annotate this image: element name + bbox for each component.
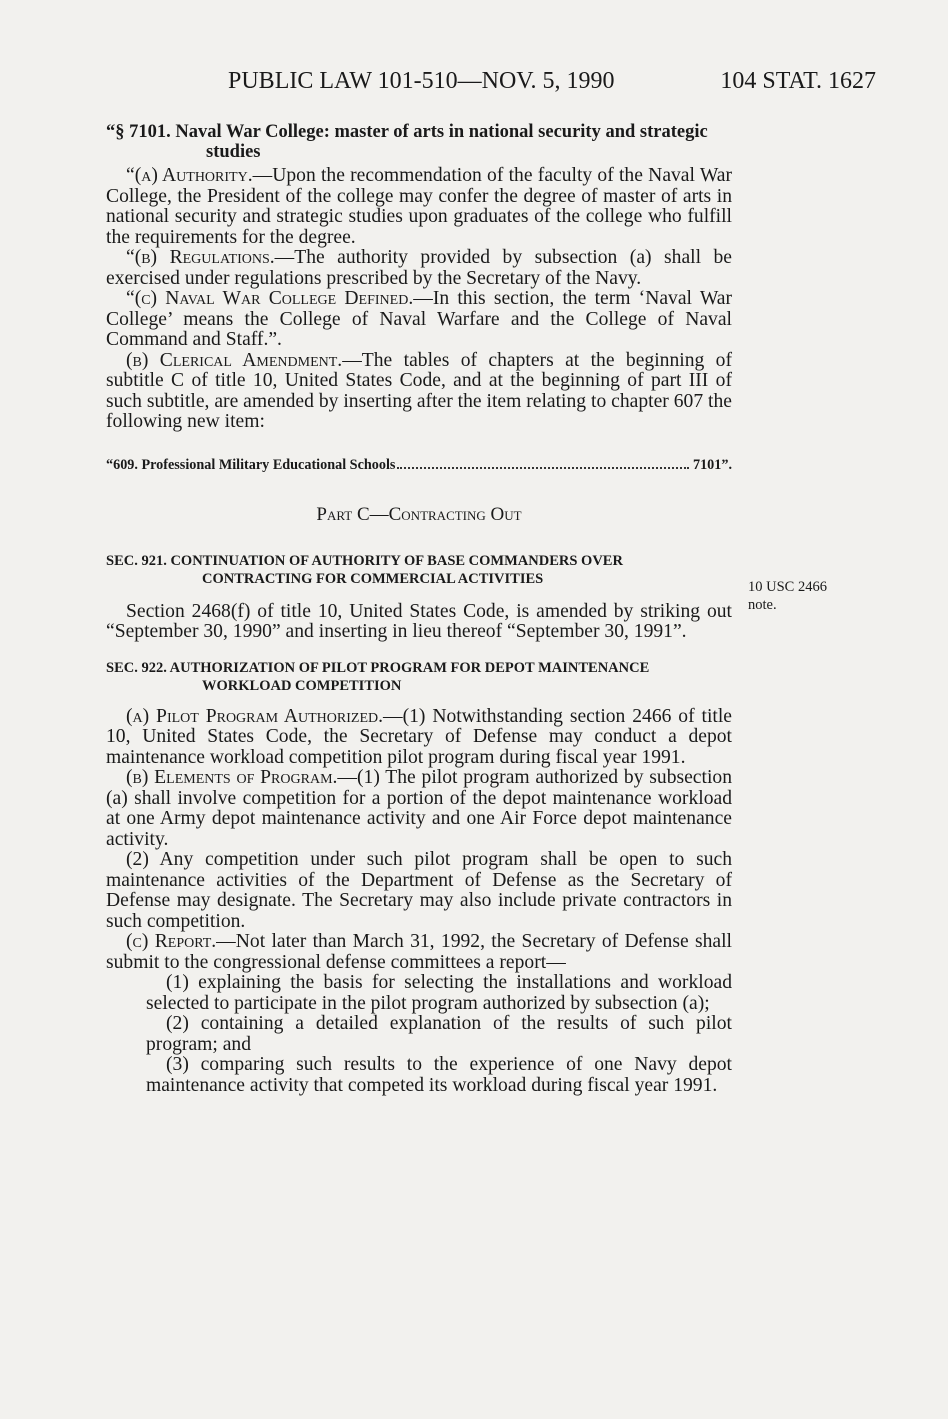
text-report: —Not later than March 31, 1992, the Secretary of Defense shall submit to the congressional defense committees a report— [106, 931, 732, 973]
paragraph-7101-c [106, 289, 732, 351]
label-naval-war-college-defined: “(c) Naval War College Defined. [126, 288, 414, 309]
text-pilot-program-authorized: —(1) Notwithstanding section 2466 of title 10, United States Code, the Secretary of Defense may conduct a depot maintenance workload competition pilot program during fiscal year 1991. [106, 705, 732, 768]
section-7101-title: “§ 7101. Naval War College: master of arts in national security and strategic studies [106, 122, 708, 162]
sec-921-heading: SEC. 921. CONTINUATION OF AUTHORITY OF BASE COMMANDERS OVER CONTRACTING FOR COMMERCIAL ACTIVITIES [106, 552, 623, 587]
label-authority: “(a) Authority. [126, 165, 253, 186]
text-elements-of-program: —(1) The pilot program authorized by subsection (a) shall involve competition for a portion of the depot maintenance workload at one Army depot maintenance activity and one Air Force depot maintenance activity. [106, 767, 732, 850]
paragraph-922-b2: (2) Any competition under such pilot program shall be open to such maintenance activities of the Department of Defense as the Secretary of Defense may designate. The Secretary may also include private contractors in such competition. [106, 849, 732, 932]
toc-item-title: “609. Professional Military Educational Schools [106, 456, 396, 473]
text-naval-war-college-defined: —In this section, the term ‘Naval War College’ means the College of Naval Warfare and the College of Naval Command and Staff.”. [106, 288, 732, 350]
page-header [228, 68, 876, 95]
margin-note-line-2: note. [748, 597, 777, 613]
margin-note-line-1: 10 USC 2466 [748, 579, 827, 595]
part-c-heading: Part C—Contracting Out [316, 504, 522, 525]
header-stat-page: 104 STAT. 1627 [720, 68, 876, 94]
label-elements-of-program: (b) Elements of Program. [126, 767, 338, 788]
report-item-3: (3) comparing such results to the experience of one Navy depot maintenance activity that competed its workload during fiscal year 1991. [146, 1054, 732, 1096]
margin-citation-note [748, 578, 858, 614]
paragraph-922-a [106, 707, 732, 769]
sec-921-text: Section 2468(f) of title 10, United States Code, is amended by striking out “September 30, 1990” and inserting in lieu thereof “September 30, 1991”. [106, 600, 732, 642]
page-body [106, 122, 732, 1096]
text-authority: —Upon the recommendation of the faculty of the Naval War College, the President of the college may confer the degree of master of arts in national security and strategic studies upon graduates of the college who fulfill the requirements for the degree. [106, 165, 732, 248]
paragraph-7101-a [106, 166, 732, 248]
label-regulations: “(b) Regulations. [126, 247, 275, 268]
toc-item-ref: 7101”. [692, 456, 732, 473]
text-regulations: —The authority provided by subsection (a) shall be exercised under regulations prescribed by the Secretary of the Navy. [106, 247, 732, 289]
label-pilot-program-authorized: (a) Pilot Program Authorized. [126, 705, 384, 727]
paragraph-clerical-amendment [106, 351, 732, 433]
header-law-title: PUBLIC LAW 101-510—NOV. 5, 1990 [228, 68, 615, 94]
toc-item-609 [106, 455, 732, 476]
text-clerical-amendment: —The tables of chapters at the beginning of subtitle C of title 10, United States Code, and at the beginning of part III of such subtitle, are amended by inserting after the item relating to chapter 607 the following new item: [106, 349, 732, 432]
report-item-1: (1) explaining the basis for selecting the installations and workload selected to participate in the pilot program authorized by subsection (a); [146, 972, 732, 1014]
label-report: (c) Report. [126, 931, 217, 952]
sec-922-heading: SEC. 922. AUTHORIZATION OF PILOT PROGRAM FOR DEPOT MAINTENANCE WORKLOAD COMPETITION [106, 659, 650, 694]
label-clerical-amendment: (b) Clerical Amendment. [126, 349, 343, 371]
toc-leader-dots [397, 467, 689, 469]
paragraph-7101-b [106, 248, 732, 289]
report-item-2: (2) containing a detailed explanation of the results of such pilot program; and [146, 1013, 732, 1055]
paragraph-922-c [106, 932, 732, 973]
paragraph-922-b [106, 768, 732, 850]
